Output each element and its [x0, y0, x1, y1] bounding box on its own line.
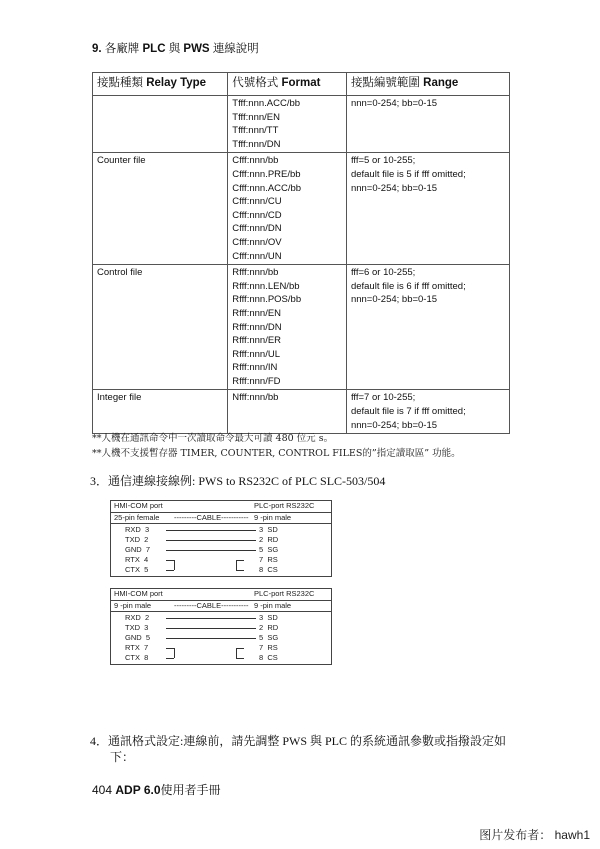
pin-left: GND 7: [125, 545, 151, 554]
plc-port-title: PLC-port RS232C: [254, 501, 315, 510]
pin-right: 2 RD: [259, 535, 279, 544]
note-max-read: **人機在通訊命令中一次讀取命令最大可讀 480 位元 s。: [92, 433, 334, 444]
header-format: 代號格式 Format: [228, 73, 347, 96]
loop-wire: [166, 570, 174, 571]
loop-wire: [236, 570, 244, 571]
wire: [166, 618, 256, 619]
loop-wire: [174, 648, 175, 658]
page-footer: [92, 781, 221, 798]
pin-right: 2 RD: [259, 623, 279, 632]
pin-left: RTX 7: [125, 643, 149, 652]
cell-formats: Tfff:nnn.ACC/bb Tfff:nnn/EN Tfff:nnn/TT Tfff:nnn/DN: [228, 96, 347, 153]
table-row: [93, 153, 510, 265]
loop-wire: [236, 648, 237, 658]
pin-left: TXD 2: [125, 535, 149, 544]
section-3-title: 3．通信連線接線例: PWS to RS232C of PLC SLC-503/504: [90, 474, 386, 488]
pin-left: RTX 4: [125, 555, 149, 564]
wire: [166, 550, 256, 551]
cell-type: [93, 96, 228, 153]
header-range: 接點編號範圍 Range: [346, 73, 509, 96]
wire: [166, 638, 256, 639]
cell-range: fff=7 or 10-255; default file is 7 if fff omitted; nnn=0-254; bb=0-15: [346, 390, 509, 434]
pin-right: 3 SD: [259, 613, 278, 622]
hmi-port-title: HMI-COM port: [114, 501, 163, 510]
loop-wire: [166, 560, 174, 561]
pin-right: 5 SG: [259, 633, 279, 642]
watermark: 图片发布者： hawh1: [479, 828, 590, 842]
cable-label: ---------CABLE-----------: [174, 513, 249, 522]
table-header-row: [93, 73, 510, 96]
pin-left: GND 5: [125, 633, 151, 642]
pin-right: 7 RS: [259, 555, 278, 564]
cell-formats: Cfff:nnn/bb Cfff:nnn.PRE/bb Cfff:nnn.ACC/bb Cfff:nnn/CU Cfff:nnn/CD Cfff:nnn/DN Cfff:nnn/OV Cfff:nnn/UN: [228, 153, 347, 265]
header-relay-type: 接點種類 Relay Type: [93, 73, 228, 96]
note-unsupported: **人機不支援暫存器 TIMER, COUNTER, CONTROL FILES的”指定讀取區” 功能。: [92, 448, 461, 459]
cell-range: fff=5 or 10-255; default file is 5 if fff omitted; nnn=0-254; bb=0-15: [346, 153, 509, 265]
loop-wire: [236, 658, 244, 659]
pin-right: 8 CS: [259, 565, 278, 574]
loop-wire: [236, 648, 244, 649]
hmi-port-title: HMI-COM port: [114, 589, 163, 598]
cell-type: Counter file: [93, 153, 228, 265]
plc-port-title: PLC-port RS232C: [254, 589, 315, 598]
pin-left: TXD 3: [125, 623, 149, 632]
plc-pin-type: 9 -pin male: [254, 601, 292, 610]
cell-formats: Nfff:nnn/bb: [228, 390, 347, 434]
loop-wire: [166, 648, 174, 649]
loop-wire: [174, 560, 175, 570]
cell-type: Control file: [93, 265, 228, 390]
cell-range: fff=6 or 10-255; default file is 6 if fff omitted; nnn=0-254; bb=0-15: [346, 265, 509, 390]
pin-left: CTX 8: [125, 653, 149, 662]
wire: [166, 540, 256, 541]
pin-right: 7 RS: [259, 643, 278, 652]
product-name: ADP 6.0: [115, 783, 161, 797]
pin-right: 5 SG: [259, 545, 279, 554]
cable-label: ---------CABLE-----------: [174, 601, 249, 610]
section-4-text: 4．通訊格式設定:連線前，請先調整 PWS 與 PLC 的系統通訊參數或指撥設定如 下：: [90, 734, 507, 764]
loop-wire: [236, 560, 244, 561]
pin-left: CTX 5: [125, 565, 149, 574]
plc-pin-type: 9 -pin male: [254, 513, 292, 522]
wire: [166, 530, 256, 531]
page-number: 404: [92, 783, 113, 797]
manual-title: 使用者手冊: [160, 783, 221, 797]
pin-left: RXD 2: [125, 613, 150, 622]
wiring-diagram-25pin: [110, 500, 332, 577]
table-row: [93, 390, 510, 434]
hmi-pin-type: 9 -pin male: [114, 601, 152, 610]
table-row: [93, 96, 510, 153]
table-row: [93, 265, 510, 390]
loop-wire: [166, 658, 174, 659]
pin-left: RXD 3: [125, 525, 150, 534]
pin-right: 3 SD: [259, 525, 278, 534]
loop-wire: [236, 560, 237, 570]
cell-range: nnn=0-254; bb=0-15: [346, 96, 509, 153]
cell-formats: Rfff:nnn/bb Rfff:nnn.LEN/bb Rfff:nnn.POS/bb Rfff:nnn/EN Rfff:nnn/DN Rfff:nnn/ER Rfff:nnn/UL Rfff:nnn/IN Rfff:nnn/FD: [228, 265, 347, 390]
section-heading: 9. 各廠牌 PLC 與 PWS 連線說明: [92, 43, 259, 55]
cell-type: Integer file: [93, 390, 228, 434]
wiring-diagram-9pin: [110, 588, 332, 665]
pin-right: 8 CS: [259, 653, 278, 662]
hmi-pin-type: 25-pin female: [114, 513, 160, 522]
wire: [166, 628, 256, 629]
relay-spec-table: [92, 72, 510, 434]
